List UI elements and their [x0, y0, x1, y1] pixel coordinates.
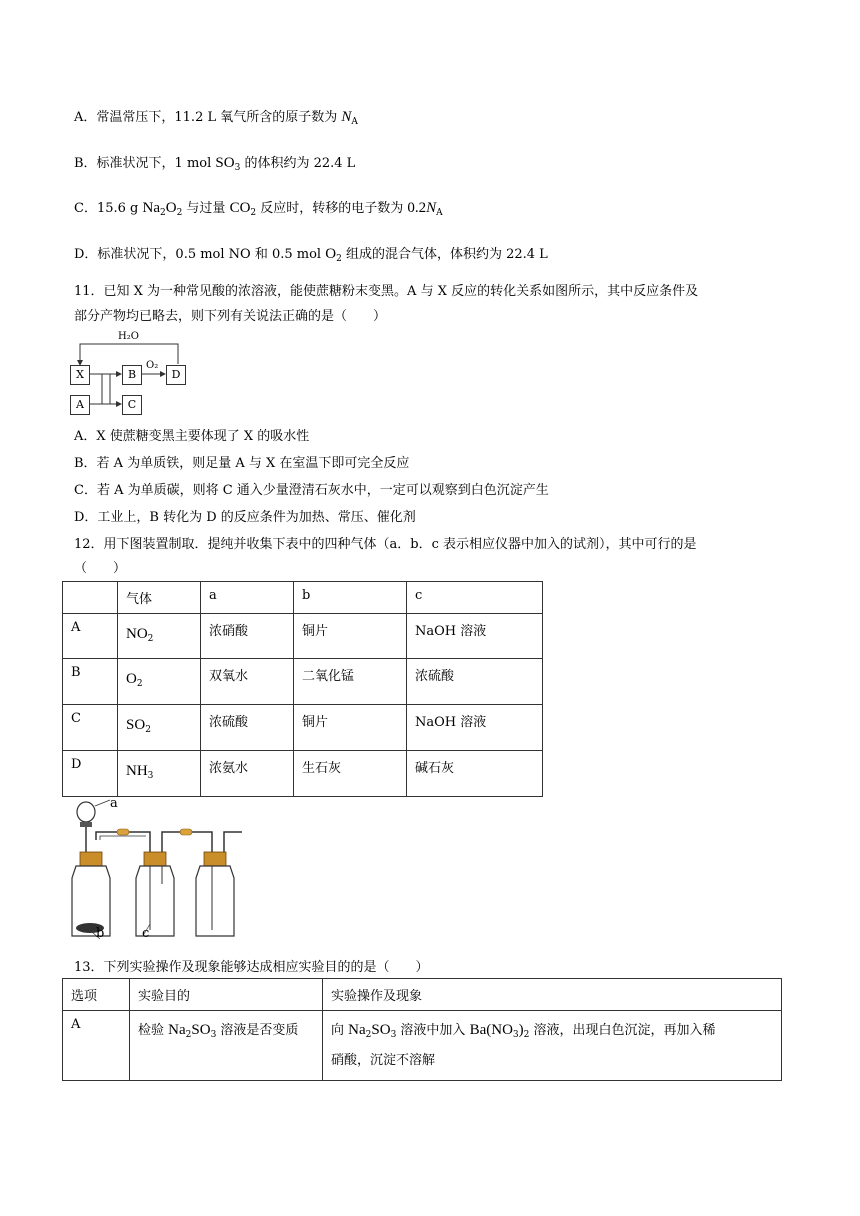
q11-option-c: C．若 A 为单质碳，则将 C 通入少量澄清石灰水中，一定可以观察到白色沉淀产生 [74, 483, 549, 498]
reagent-c-cell: 碱石灰 [407, 751, 543, 797]
label-c: c [142, 926, 150, 941]
diagram-box-d: D [166, 365, 186, 385]
q10-option-a: A．常温常压下，11.2 L 氧气所含的原子数为 $N_A$ [74, 109, 358, 127]
operation-cell: 向 $Na_2SO_3$ 溶液中加入 $Ba(NO_3)_2$ 溶液，出现白色沉淀，再加入稀 硝酸，沉淀不溶解 [323, 1011, 782, 1081]
q13-stem: 13．下列实验操作及现象能够达成相应实验目的的是（ ） [74, 960, 429, 975]
purpose-cell: 检验 $Na_2SO_3$ 溶液是否变质 [130, 1011, 323, 1081]
option-cell: A [63, 1011, 130, 1081]
header-cell [63, 582, 118, 614]
reagent-c-cell: NaOH 溶液 [407, 614, 543, 659]
q12-apparatus-illustration [62, 796, 252, 944]
gas-cell: $NH_3$ [118, 751, 201, 797]
header-cell: c [407, 582, 543, 614]
reagent-b-cell: 铜片 [294, 614, 407, 659]
o2-label: O₂ [146, 360, 159, 371]
label-a: a [110, 796, 118, 811]
header-cell: 实验目的 [130, 979, 323, 1011]
reagent-b-cell: 铜片 [294, 705, 407, 751]
reagent-b-cell: 二氧化锰 [294, 659, 407, 705]
q10-option-d: D．标准状况下，0.5 mol NO 和 0.5 mol $O_2$ 组成的混合气体，体积约为 22.4 L [74, 246, 548, 264]
q12-gas-table [62, 581, 543, 797]
q13-experiment-table [62, 978, 782, 1081]
diagram-box-a: A [70, 395, 90, 415]
h2o-label: H₂O [118, 331, 139, 342]
q11-option-d: D．工业上，B 转化为 D 的反应条件为加热、常压、催化剂 [74, 510, 416, 525]
q12-table-header [63, 582, 543, 614]
table-row [63, 614, 543, 659]
apparatus-drawing [62, 796, 252, 944]
header-cell: 气体 [118, 582, 201, 614]
gas-cell: $O_2$ [118, 659, 201, 705]
diagram-box-x: X [70, 365, 90, 385]
label-b: b [96, 926, 105, 941]
option-cell: B [63, 659, 118, 705]
q11-option-a: A．X 使蔗糖变黑主要体现了 X 的吸水性 [74, 429, 310, 444]
q10-option-b: B．标准状况下，1 mol $SO_3$ 的体积约为 22.4 L [74, 155, 356, 173]
table-row [63, 1011, 782, 1081]
q11-stem-line2: 部分产物均已略去，则下列有关说法正确的是（ ） [74, 309, 387, 324]
q11-option-b: B．若 A 为单质铁，则足量 A 与 X 在室温下即可完全反应 [74, 456, 410, 471]
header-cell: a [201, 582, 294, 614]
reagent-a-cell: 浓硫酸 [201, 705, 294, 751]
reagent-b-cell: 生石灰 [294, 751, 407, 797]
diagram-box-c: C [122, 395, 142, 415]
option-cell: A [63, 614, 118, 659]
option-cell: D [63, 751, 118, 797]
header-cell: 实验操作及现象 [323, 979, 782, 1011]
gas-cell: $SO_2$ [118, 705, 201, 751]
q12-stem-line2: （ ） [74, 561, 127, 576]
table-row [63, 751, 543, 797]
q11-conversion-diagram [66, 330, 196, 416]
q13-table-header [63, 979, 782, 1011]
reagent-a-cell: 双氧水 [201, 659, 294, 705]
reagent-c-cell: NaOH 溶液 [407, 705, 543, 751]
reagent-a-cell: 浓硝酸 [201, 614, 294, 659]
gas-cell: $NO_2$ [118, 614, 201, 659]
q12-stem-line1: 12．用下图装置制取．提纯并收集下表中的四种气体（a．b．c 表示相应仪器中加入的试剂），其中可行的是 [74, 537, 697, 552]
table-row [63, 659, 543, 705]
header-cell: 选项 [63, 979, 130, 1011]
reagent-c-cell: 浓硫酸 [407, 659, 543, 705]
option-cell: C [63, 705, 118, 751]
reagent-a-cell: 浓氨水 [201, 751, 294, 797]
q11-stem-line1: 11．已知 X 为一种常见酸的浓溶液，能使蔗糖粉末变黑。A 与 X 反应的转化关系如图所示，其中反应条件及 [74, 284, 699, 299]
q10-option-c: C．15.6 g $Na_2O_2$ 与过量 $CO_2$ 反应时，转移的电子数为 $0.2N_A$ [74, 200, 443, 218]
diagram-box-b: B [122, 365, 142, 385]
header-cell: b [294, 582, 407, 614]
table-row [63, 705, 543, 751]
